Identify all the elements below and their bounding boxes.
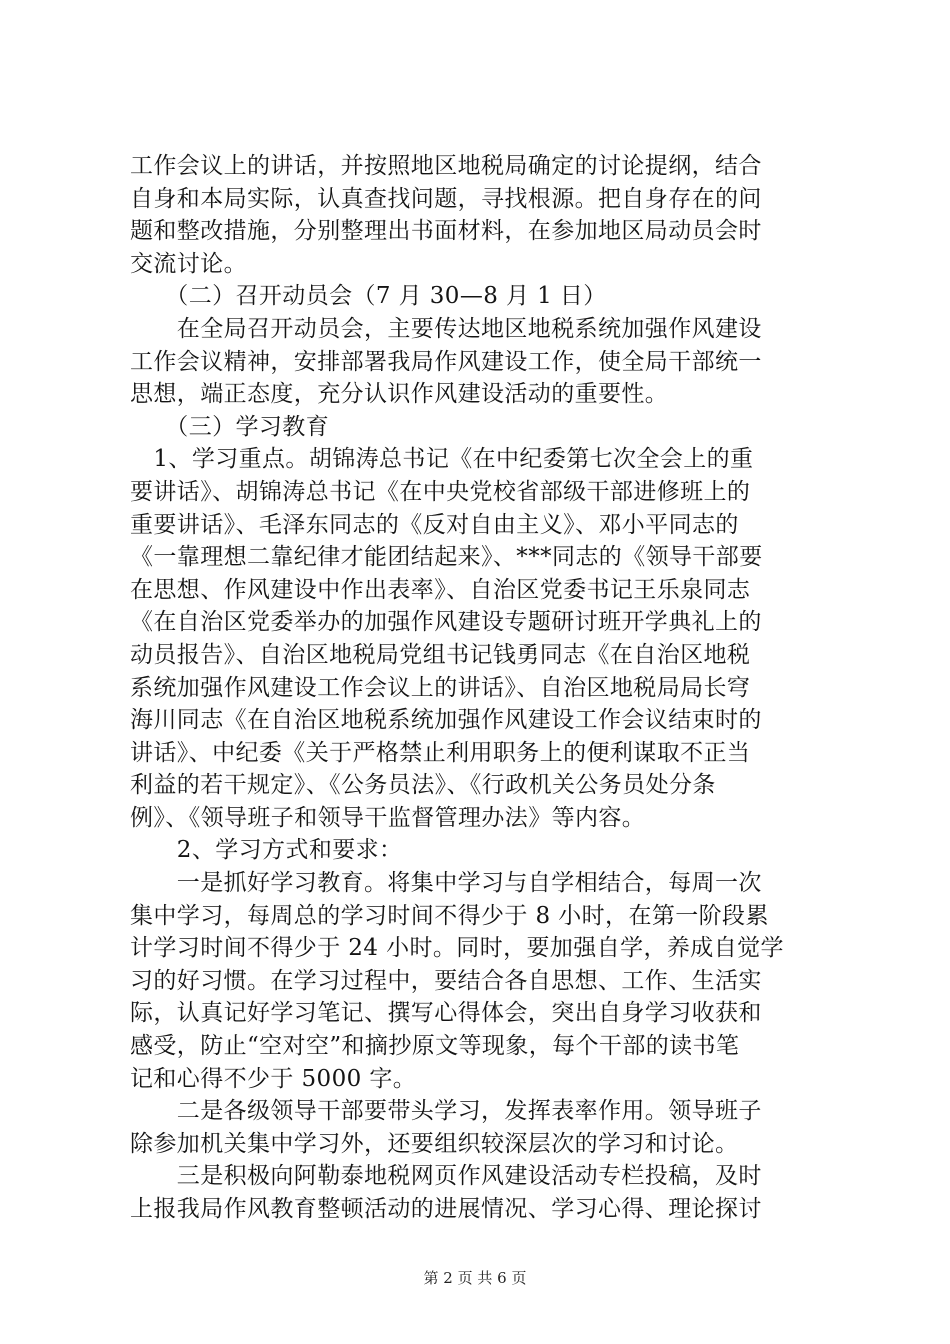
text-line: 工作会议上的讲话，并按照地区地税局确定的讨论提纲，结合 — [130, 153, 762, 179]
text-line: 自身和本局实际，认真查找问题，寻找根源。把自身存在的问 — [130, 185, 762, 212]
text-line: 重要讲话》、毛泽东同志的《反对自由主义》、邓小平同志的 — [130, 511, 739, 538]
text-line: 一是抓好学习教育。将集中学习与自学相结合，每周一次 — [130, 870, 762, 897]
text-line: 际，认真记好学习笔记、撰写心得体会，突出自身学习收获和 — [130, 1000, 762, 1027]
text-line: 2、学习方式和要求： — [130, 837, 403, 864]
text-line: 系统加强作风建设工作会议上的讲话》、自治区地税局局长穹 — [130, 674, 751, 701]
text-line: 《在自治区党委举办的加强作风建设专题研讨班开学典礼上的 — [130, 609, 762, 636]
text-line: 二是各级领导干部要带头学习，发挥表率作用。领导班子 — [130, 1098, 762, 1125]
page-footer: 第 2 页 共 6 页 — [423, 1269, 527, 1287]
text-line: 1、学习重点。胡锦涛总书记《在中纪委第七次全会上的重 — [130, 446, 754, 473]
text-line: 交流讨论。 — [130, 250, 247, 277]
text-line: 利益的若干规定》、《公务员法》、《行政机关公务员处分条 — [130, 772, 716, 799]
text-line: （二）召开动员会（7 月 30—8 月 1 日） — [130, 283, 607, 310]
text-line: 例》、《领导班子和领导干监督管理办法》等内容。 — [130, 804, 646, 831]
text-line: 感受，防止“空对空”和摘抄原文等现象，每个干部的读书笔 — [130, 1033, 740, 1060]
text-line: 题和整改措施，分别整理出书面材料，在参加地区局动员会时 — [130, 218, 762, 245]
text-line: 思想，端正态度，充分认识作风建设活动的重要性。 — [130, 381, 669, 408]
text-line: 工作会议精神，安排部署我局作风建设工作，使全局干部统一 — [130, 348, 762, 375]
text-line: 记和心得不少于 5000 字。 — [130, 1065, 417, 1092]
text-line: 要讲话》、胡锦涛总书记《在中央党校省部级干部进修班上的 — [130, 478, 751, 505]
text-line: 讲话》、中纪委《关于严格禁止利用职务上的便利谋取不正当 — [130, 739, 751, 766]
text-line: 计学习时间不得少于 24 小时。同时，要加强自学，养成自觉学 — [130, 935, 784, 962]
text-line: 集中学习，每周总的学习时间不得少于 8 小时，在第一阶段累 — [130, 902, 769, 929]
text-line: 在全局召开动员会，主要传达地区地税系统加强作风建设 — [130, 315, 762, 342]
text-line: 《一靠理想二靠纪律才能团结起来》、***同志的《领导干部要 — [130, 544, 763, 571]
text-line: 三是积极向阿勒泰地税网页作风建设活动专栏投稿，及时 — [130, 1163, 762, 1190]
document-body — [130, 150, 830, 1226]
text-line: 海川同志《在自治区地税系统加强作风建设工作会议结束时的 — [130, 707, 762, 734]
text-line: 在思想、作风建设中作出表率》、自治区党委书记王乐泉同志 — [130, 576, 751, 603]
text-line: 动员报告》、自治区地税局党组书记钱勇同志《在自治区地税 — [130, 641, 751, 668]
text-line: 除参加机关集中学习外，还要组织较深层次的学习和讨论。 — [130, 1130, 739, 1157]
text-line: 上报我局作风教育整顿活动的进展情况、学习心得、理论探讨 — [130, 1196, 762, 1222]
text-line: （三）学习教育 — [130, 413, 330, 440]
text-line: 习的好习惯。在学习过程中，要结合各自思想、工作、生活实 — [130, 967, 762, 994]
